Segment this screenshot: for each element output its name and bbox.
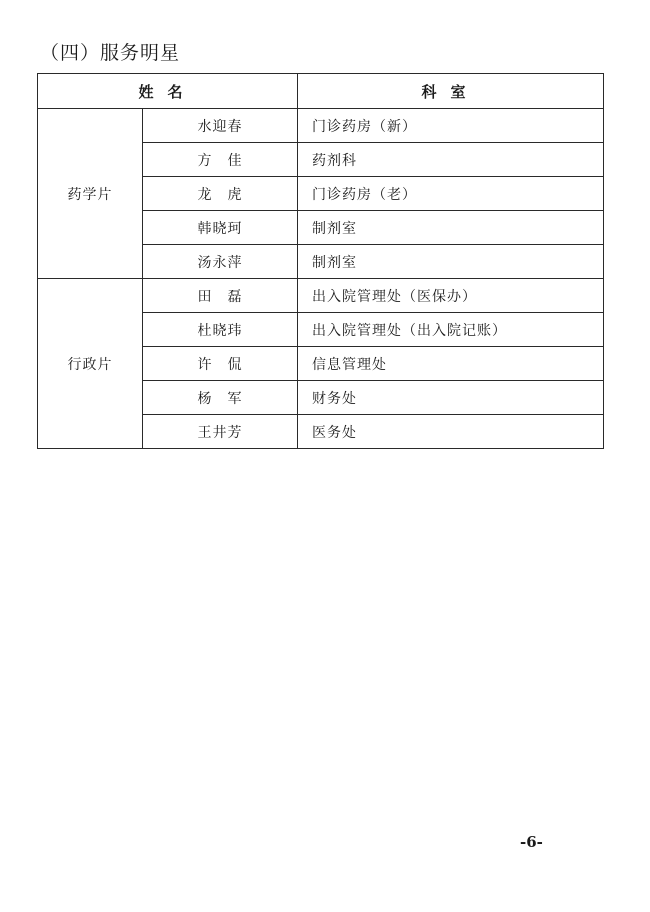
group-label-pharmacy: 药学片 [38, 109, 143, 279]
table-row [38, 279, 604, 313]
person-name: 田 磊 [143, 279, 298, 313]
person-name: 杜晓玮 [143, 313, 298, 347]
person-name: 水迎春 [143, 109, 298, 143]
section-title: （四）服务明星 [40, 42, 181, 64]
table-row [38, 109, 604, 143]
person-department: 出入院管理处（医保办） [298, 279, 604, 313]
person-department: 药剂科 [298, 143, 604, 177]
page-number: -6- [520, 833, 543, 851]
person-department: 门诊药房（老） [298, 177, 604, 211]
person-name: 龙 虎 [143, 177, 298, 211]
person-name: 杨 军 [143, 381, 298, 415]
person-department: 医务处 [298, 415, 604, 449]
person-department: 制剂室 [298, 245, 604, 279]
person-name: 韩晓珂 [143, 211, 298, 245]
person-name: 汤永萍 [143, 245, 298, 279]
person-department: 出入院管理处（出入院记账） [298, 313, 604, 347]
person-department: 财务处 [298, 381, 604, 415]
person-name: 方 佳 [143, 143, 298, 177]
header-department: 科室 [298, 74, 604, 109]
person-department: 门诊药房（新） [298, 109, 604, 143]
service-star-table [37, 73, 604, 449]
person-department: 制剂室 [298, 211, 604, 245]
person-department: 信息管理处 [298, 347, 604, 381]
person-name: 王井芳 [143, 415, 298, 449]
group-label-admin: 行政片 [38, 279, 143, 449]
person-name: 许 侃 [143, 347, 298, 381]
header-name: 姓名 [38, 74, 298, 109]
table-header-row [38, 74, 604, 109]
